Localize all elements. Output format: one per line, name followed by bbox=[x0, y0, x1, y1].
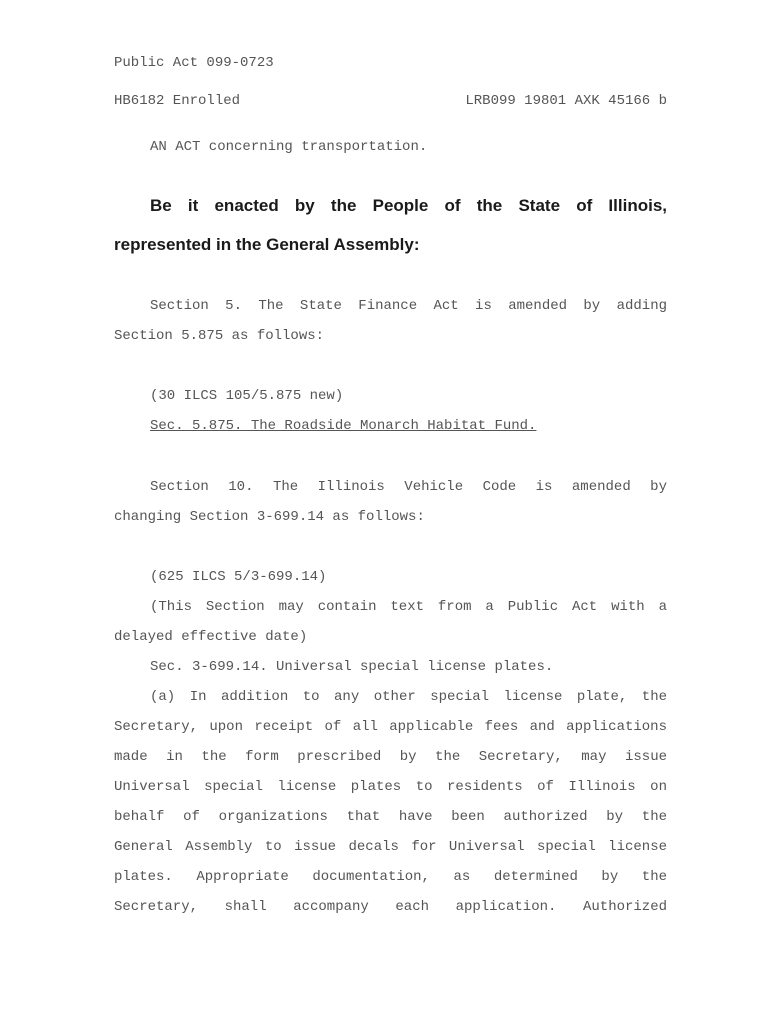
paragraph-a-line5: behalf of organizations that have been authorized by the bbox=[114, 809, 667, 825]
section5-line2: Section 5.875 as follows: bbox=[114, 328, 325, 344]
delayed-date-note-line2: delayed effective date) bbox=[114, 629, 308, 645]
act-title: AN ACT concerning transportation. bbox=[150, 139, 428, 155]
delayed-date-note-line1: (This Section may contain text from a Public Act with a bbox=[150, 599, 667, 615]
ilcs-citation-1: (30 ILCS 105/5.875 new) bbox=[150, 388, 344, 404]
section10-line1: Section 10. The Illinois Vehicle Code is amended by bbox=[150, 479, 667, 495]
section-5875-heading: Sec. 5.875. The Roadside Monarch Habitat Fund. bbox=[150, 418, 537, 434]
paragraph-a-line1: (a) In addition to any other special license plate, the bbox=[150, 689, 667, 705]
paragraph-a-line2: Secretary, upon receipt of all applicable fees and applications bbox=[114, 719, 667, 735]
paragraph-a-line6: General Assembly to issue decals for Universal special license bbox=[114, 839, 667, 855]
enacting-clause-line2: represented in the General Assembly: bbox=[114, 235, 420, 254]
section10-line2: changing Section 3-699.14 as follows: bbox=[114, 509, 425, 525]
paragraph-a-line8: Secretary, shall accompany each application. Authorized bbox=[114, 899, 667, 915]
lrb-number: LRB099 19801 AXK 45166 b bbox=[465, 93, 667, 109]
paragraph-a-line3: made in the form prescribed by the Secretary, may issue bbox=[114, 749, 667, 765]
public-act-number: Public Act 099-0723 bbox=[114, 55, 274, 71]
paragraph-a-line7: plates. Appropriate documentation, as determined by the bbox=[114, 869, 667, 885]
section5-line1: Section 5. The State Finance Act is amended by adding bbox=[150, 298, 667, 314]
paragraph-a-line4: Universal special license plates to residents of Illinois on bbox=[114, 779, 667, 795]
section-3-699-14-heading: Sec. 3-699.14. Universal special license plates. bbox=[150, 659, 554, 675]
enacting-clause-line1: Be it enacted by the People of the State of Illinois, bbox=[150, 196, 667, 215]
bill-number: HB6182 Enrolled bbox=[114, 93, 241, 109]
ilcs-citation-2: (625 ILCS 5/3-699.14) bbox=[150, 569, 327, 585]
